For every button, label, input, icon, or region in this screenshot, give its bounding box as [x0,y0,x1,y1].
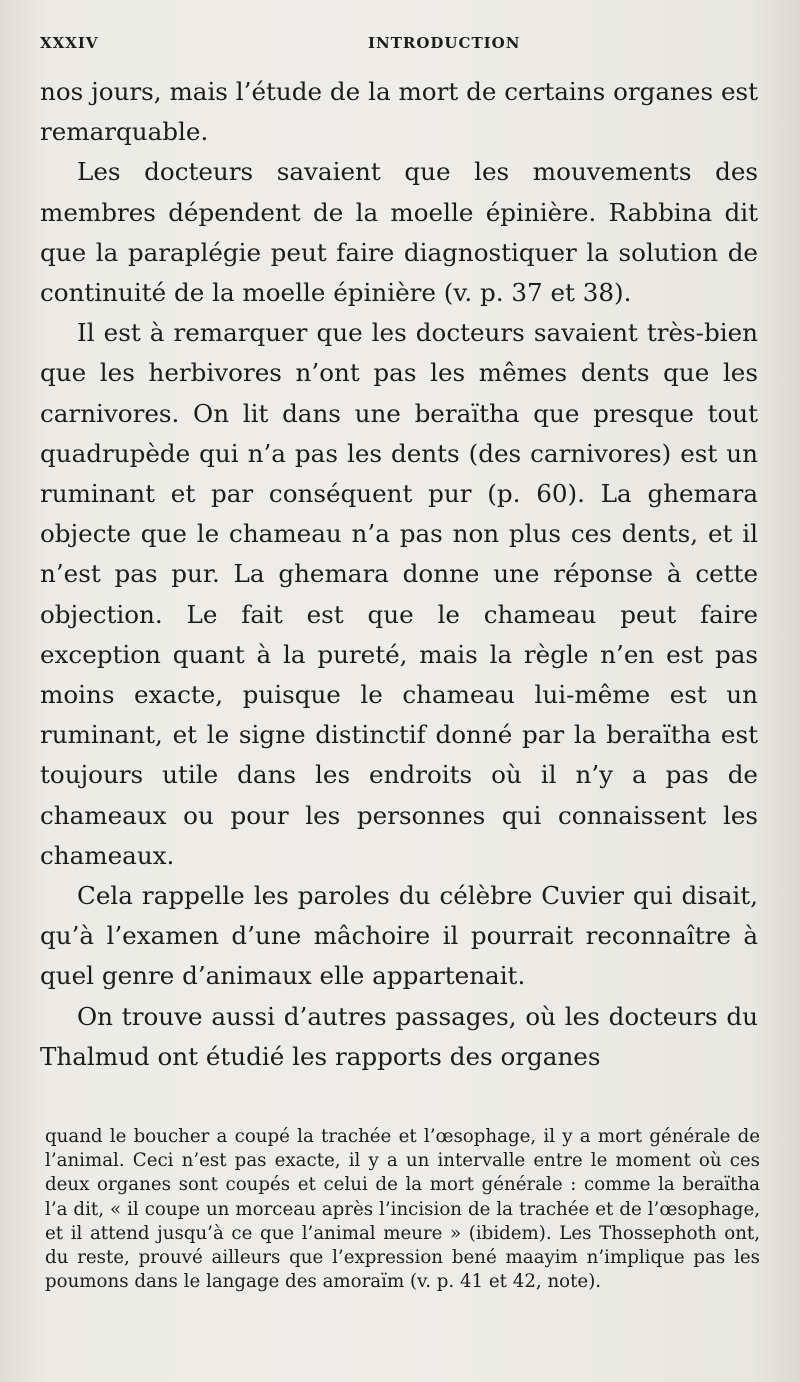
paragraph: Cela rappelle les paroles du célèbre Cuvier qui disait, qu’à l’examen d’une mâchoire il pourrait reconnaître à quel genre d’animaux elle appartenait. [40,881,758,991]
main-text [40,72,758,1077]
footnote [45,1125,760,1294]
footnote-text: quand le boucher a coupé la trachée et l’œsophage, il y a mort générale de l’animal. Ceci n’est pas exacte, il y a un intervalle entre le moment où ces deux organes sont coupés et celui de la mort générale : comme la beraïtha l’a dit, « il coupe un morceau après l’incision de la trachée et de l’œsophage, et il attend jusqu’à ce que l’animal meure » (ibidem). Les Thossephoth ont, du reste, prouvé ailleurs que l’expression bené maayim n’implique pas les poumons dans le langage des amoraïm (v. p. 41 et 42, note). [45,1126,760,1293]
paragraph: Les docteurs savaient que les mouvements des membres dépendent de la moelle épinière. Rabbina dit que la paraplégie peut faire diagnostiquer la solution de continuité de la moelle épinière (v. p. 37 et 38). [40,157,758,308]
paragraph: Il est à remarquer que les docteurs savaient très-bien que les herbivores n’ont pas les mêmes dents que les carnivores. On lit dans une beraïtha que presque tout quadrupède qui n’a pas les dents (des carnivores) est un ruminant et par conséquent pur (p. 60). La ghemara objecte que le chameau n’a pas non plus ces dents, et il n’est pas pur. La ghemara donne une réponse à cette objection. Le fait est que le chameau peut faire exception quant à la pureté, mais la règle n’en est pas moins exacte, puisque le chameau lui-même est un ruminant, et le signe distinctif donné par la beraïtha est toujours utile dans les endroits où il n’y a pas de chameaux ou pour les personnes qui connaissent les chameaux. [40,318,758,870]
paragraph-continued: nos jours, mais l’étude de la mort de certains organes est remarquable. [40,77,758,147]
page-header [40,34,760,56]
running-title: INTRODUCTION [368,34,521,52]
page-number: XXXIV [40,34,99,52]
paragraph: On trouve aussi d’autres passages, où les docteurs du Thalmud ont étudié les rapports des organes [40,1001,758,1071]
